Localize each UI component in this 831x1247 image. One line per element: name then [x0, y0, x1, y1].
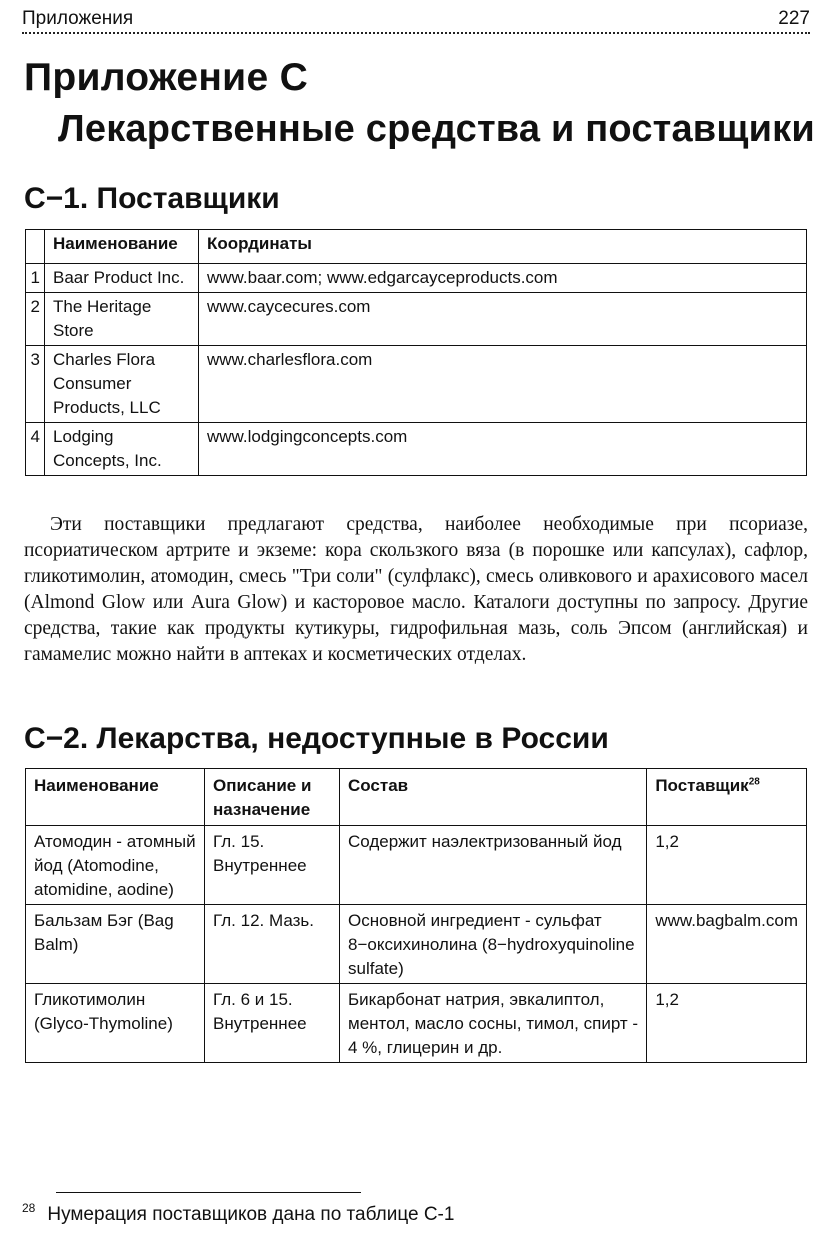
supplier-name: Baar Product Inc.: [45, 264, 199, 293]
table-row: [26, 293, 807, 346]
footnote-reference: 28: [748, 776, 760, 788]
supplier-name: The Heritage Store: [45, 293, 199, 346]
column-header-name: Наименование: [45, 230, 199, 264]
row-number: 3: [26, 346, 45, 423]
table-row: [26, 264, 807, 293]
drug-description: Гл. 12. Мазь.: [205, 905, 340, 984]
drug-supplier: 1,2: [647, 826, 807, 905]
drug-supplier: www.bagbalm.com: [647, 905, 807, 984]
drug-composition: Основной ингредиент - сульфат 8−оксихинолина (8−hydroxyquinoline sulfate): [340, 905, 647, 984]
table-row: [26, 984, 807, 1063]
supplier-contacts: www.lodgingconcepts.com: [199, 423, 807, 476]
supplier-name: Charles Flora Consumer Products, LLC: [45, 346, 199, 423]
footnote-mark: 28: [22, 1201, 36, 1215]
footnote-divider: [56, 1192, 361, 1193]
section-heading-suppliers: С−1. Поставщики: [24, 182, 280, 215]
column-header-number: [26, 230, 45, 264]
running-header-section: Приложения: [22, 8, 134, 29]
suppliers-table: [25, 229, 807, 476]
drug-name: Гликотимолин (Glyco-Thymoline): [26, 984, 205, 1063]
drug-composition: Бикарбонат натрия, эвкалиптол, ментол, масло сосны, тимол, спирт - 4 %, глицерин и др.: [340, 984, 647, 1063]
supplier-name: Lodging Concepts, Inc.: [45, 423, 199, 476]
footnote-text: Нумерация поставщиков дана по таблице С-1: [47, 1204, 455, 1225]
row-number: 1: [26, 264, 45, 293]
drug-composition: Содержит наэлектризованный йод: [340, 826, 647, 905]
page-number: 227: [778, 8, 810, 29]
drug-description: Гл. 15. Внутреннее: [205, 826, 340, 905]
row-number: 2: [26, 293, 45, 346]
column-header-supplier: [647, 769, 807, 826]
drug-description: Гл. 6 и 15. Внутреннее: [205, 984, 340, 1063]
supplier-contacts: www.charlesflora.com: [199, 346, 807, 423]
column-header-name: Наименование: [26, 769, 205, 826]
drug-name: Атомодин - атомный йод (Atomodine, atomidine, aodine): [26, 826, 205, 905]
appendix-title: Приложение С: [24, 56, 309, 99]
column-header-supplier-label: Поставщик: [655, 776, 749, 795]
table-header-row: [26, 230, 807, 264]
drug-supplier: 1,2: [647, 984, 807, 1063]
body-paragraph: Эти поставщики предлагают средства, наиболее необходимые при псориазе, псориатическом артрите и экземе: кора скользкого вяза (в порошке или капсулах), сафлор, гликотимолин, атомодин, смесь "Три соли" (сулфлакс), смесь оливкового и арахисового масел (Almond Glow или Aura Glow) и касторовое масло. Каталоги доступны по запросу. Другие средства, такие как продукты кутикуры, гидрофильная мазь, соль Эпсом (английская) и гамамелис можно найти в аптеках и косметических отделах.: [24, 514, 808, 665]
column-header-description: Описание и назначение: [205, 769, 340, 826]
table-row: [26, 826, 807, 905]
column-header-composition: Состав: [340, 769, 647, 826]
table-row: [26, 423, 807, 476]
table-row: [26, 346, 807, 423]
footnote: [22, 1201, 455, 1226]
row-number: 4: [26, 423, 45, 476]
supplier-contacts: www.baar.com; www.edgarcayceproducts.com: [199, 264, 807, 293]
section-heading-drugs: С−2. Лекарства, недоступные в России: [24, 722, 609, 755]
running-header: [22, 6, 810, 34]
table-header-row: [26, 769, 807, 826]
appendix-subtitle: Лекарственные средства и поставщики: [58, 108, 815, 150]
supplier-contacts: www.caycecures.com: [199, 293, 807, 346]
drugs-table: [25, 768, 807, 1063]
column-header-contacts: Координаты: [199, 230, 807, 264]
drug-name: Бальзам Бэг (Bag Balm): [26, 905, 205, 984]
table-row: [26, 905, 807, 984]
